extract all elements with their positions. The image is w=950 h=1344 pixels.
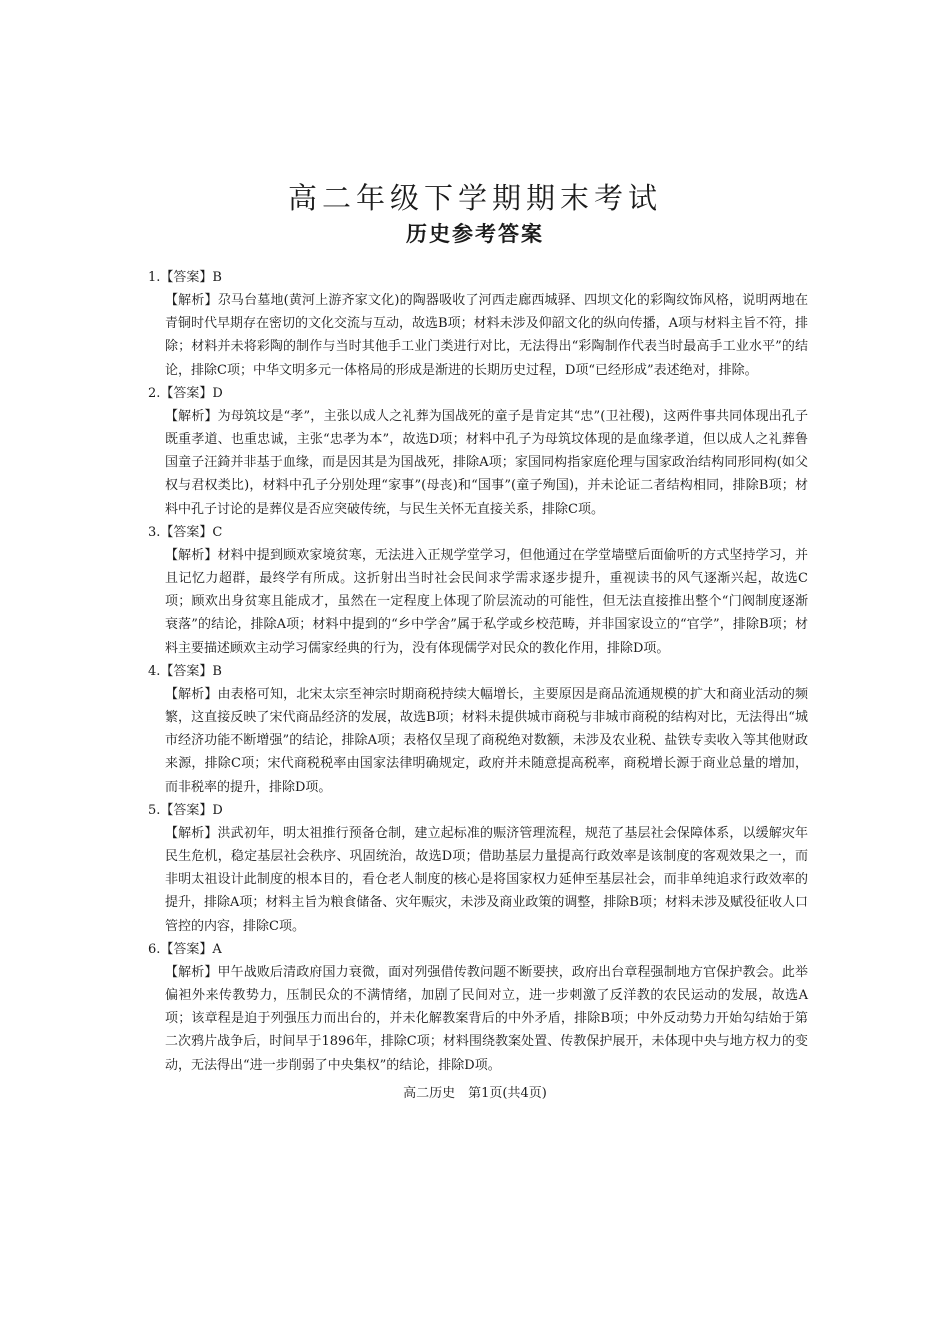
answer-label: 2.【答案】D [148,385,223,401]
answer-item-2 [148,382,808,521]
analysis-text: 【解析】洪武初年，明太祖推行预备仓制，建立起标准的赈济管理流程，规范了基层社会保障体系，以缓解灾年民生危机，稳定基层社会秩序、巩固统治，故选D项；借助基层力量提高行政效率是该制度的客观效果之一，而非明太祖设计此制度的根本目的，看仓老人制度的核心是将国家权力延伸至基层社会，而非单纯追求行政效率的提升，排除A项；材料主旨为粮食储备、灾年赈灾，未涉及商业政策的调整，排除B项；材料未涉及赋役征收人口管控的内容，排除C项。 [165,825,808,934]
answer-item-6 [148,938,808,1077]
analysis-text: 【解析】甲午战败后清政府国力衰微，面对列强借传教问题不断要挟，政府出台章程强制地方官保护教会。此举偏袒外来传教势力，压制民众的不满情绪，加剧了民间对立，进一步刺激了反洋教的农民运动的发展，故选A项；该章程是迫于列强压力而出台的，并未化解教案背后的中外矛盾，排除B项；中外反动势力开始勾结始于第二次鸦片战争后，时间早于1896年，排除C项；材料围绕教案处置、传教保护展开，未体现中央与地方权力的变动，无法得出“进一步削弱了中央集权”的结论，排除D项。 [165,964,808,1073]
answer-label: 5.【答案】D [148,802,223,818]
answer-item-5 [148,799,808,938]
page-footer: 高二历史 第1页(共4页) [403,1086,547,1101]
answer-item-3 [148,521,808,660]
answer-label: 1.【答案】B [148,270,222,285]
answer-label: 6.【答案】A [148,941,222,957]
answer-item-4 [148,660,808,799]
answer-list [148,266,808,1077]
page-subtitle: 历史参考答案 [406,222,544,246]
answer-label: 4.【答案】B [148,663,222,679]
analysis-text: 【解析】由表格可知，北宋太宗至神宗时期商税持续大幅增长，主要原因是商品流通规模的扩大和商业活动的频繁，这直接反映了宋代商品经济的发展，故选B项；材料未提供城市商税与非城市商税的结构对比，无法得出“城市经济功能不断增强”的结论，排除A项；表格仅呈现了商税绝对数额，未涉及农业税、盐铁专卖收入等其他财政来源，排除C项；宋代商税税率由国家法律明确规定，政府并未随意提高税率，商税增长源于商业总量的增加，而非税率的提升，排除D项。 [165,686,808,795]
analysis-text: 【解析】尕马台墓地(黄河上游齐家文化)的陶器吸收了河西走廊西城驿、四坝文化的彩陶纹饰风格，说明两地在青铜时代早期存在密切的文化交流与互动，故选B项；材料未涉及仰韶文化的纵向传播，A项与材料主旨不符，排除；材料并未将彩陶的制作与当时其他手工业门类进行对比，无法得出“彩陶制作代表当时最高手工业水平”的结论，排除C项；中华文明多元一体格局的形成是渐进的长期历史过程，D项“已经形成”表述绝对，排除。 [165,293,808,378]
analysis-text: 【解析】材料中提到顾欢家境贫寒，无法进入正规学堂学习，但他通过在学堂墙壁后面偷听的方式坚持学习，并且记忆力超群，最终学有所成。这折射出当时社会民间求学需求逐步提升，重视读书的风气逐渐兴起，故选C项；顾欢出身贫寒且能成才，虽然在一定程度上体现了阶层流动的可能性，但无法直接推出整个“门阀制度逐渐衰落”的结论，排除A项；材料中提到的“乡中学舍”属于私学或乡校范畴，并非国家设立的“官学”，排除B项；材料主要描述顾欢主动学习儒家经典的行为，没有体现儒学对民众的教化作用，排除D项。 [165,547,808,656]
analysis-text: 【解析】为母筑坟是“孝”，主张以成人之礼葬为国战死的童子是肯定其“忠”(卫社稷)，这两件事共同体现出孔子既重孝道、也重忠诚，主张“忠孝为本”，故选D项；材料中孔子为母筑坟体现的是血缘孝道，但以成人之礼葬鲁国童子汪錡并非基于血缘，而是因其是为国战死，排除A项；家国同构指家庭伦理与国家政治结构同形同构(如父权与君权类比)，材料中孔子分别处理“家事”(母丧)和“国事”(童子殉国)，并未论证二者结构相同，排除B项；材料中孔子讨论的是葬仪是否应突破传统，与民生关怀无直接关系，排除C项。 [165,408,808,517]
page-title: 高二年级下学期期末考试 [287,181,662,215]
answer-item-1 [148,266,808,382]
answer-label: 3.【答案】C [148,524,223,540]
